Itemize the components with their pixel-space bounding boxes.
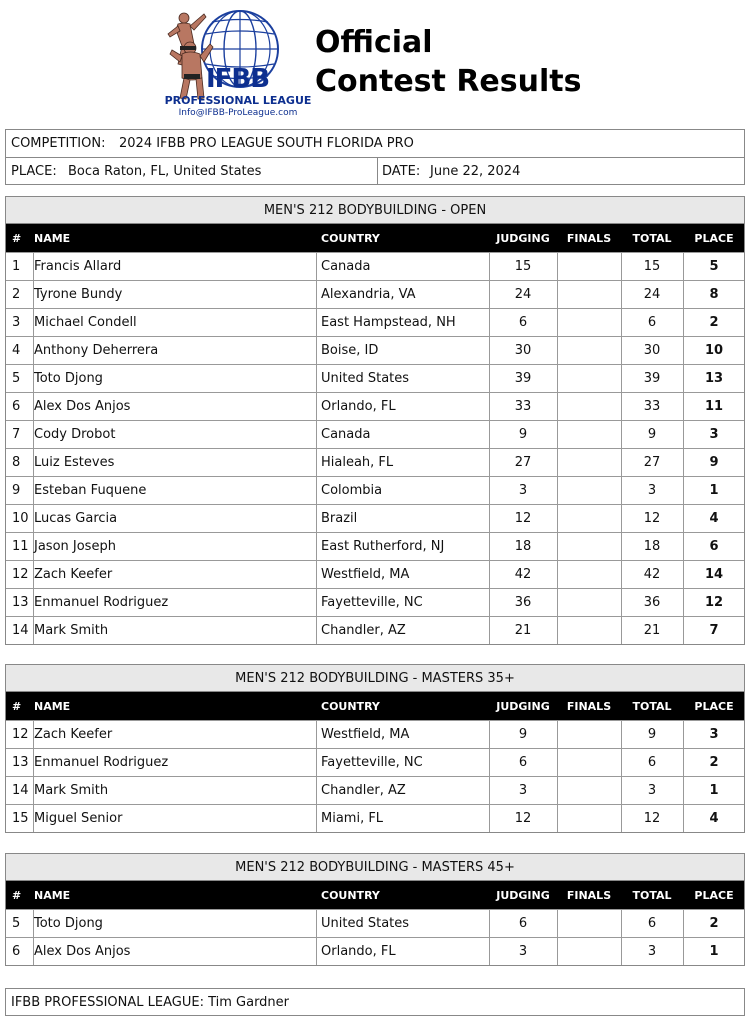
cell-judging: 21 <box>514 623 532 638</box>
cell-name: Alex Dos Anjos <box>34 944 131 959</box>
cell-place: 12 <box>704 595 724 610</box>
column-header-country: COUNTRY <box>321 889 380 902</box>
cell-place: 9 <box>709 455 719 470</box>
column-header-place: PLACE <box>694 232 734 245</box>
cell-divider <box>557 617 558 644</box>
cell-num: 10 <box>12 511 29 526</box>
cell-place: 3 <box>709 727 719 742</box>
cell-divider <box>316 561 317 588</box>
competition-row <box>6 130 744 158</box>
column-header-name: NAME <box>34 889 71 902</box>
cell-place: 1 <box>709 483 719 498</box>
place-date-row <box>6 158 744 185</box>
cell-country: East Hampstead, NH <box>321 315 456 330</box>
table-row <box>6 560 744 588</box>
cell-place: 8 <box>709 287 719 302</box>
cell-name: Enmanuel Rodriguez <box>34 755 169 770</box>
cell-name: Anthony Deherrera <box>34 343 159 358</box>
results-table-2 <box>5 853 745 966</box>
cell-name: Mark Smith <box>34 623 109 638</box>
cell-num: 6 <box>12 399 21 414</box>
cell-judging: 6 <box>518 916 528 931</box>
cell-judging: 42 <box>514 567 532 582</box>
cell-total: 9 <box>647 727 657 742</box>
column-header-country: COUNTRY <box>321 700 380 713</box>
cell-name: Zach Keefer <box>34 567 113 582</box>
table-row <box>6 392 744 420</box>
cell-country: Orlando, FL <box>321 944 396 959</box>
cell-divider <box>316 505 317 532</box>
cell-name: Tyrone Bundy <box>34 287 123 302</box>
column-header-judging: JUDGING <box>496 700 550 713</box>
cell-judging: 6 <box>518 755 528 770</box>
cell-place: 13 <box>704 371 724 386</box>
cell-name: Francis Allard <box>34 259 122 274</box>
cell-num: 12 <box>12 567 29 582</box>
cell-total: 30 <box>643 343 661 358</box>
table-row <box>6 280 744 308</box>
cell-judging: 12 <box>514 811 532 826</box>
column-header-name: NAME <box>34 232 71 245</box>
table-row <box>6 909 744 937</box>
column-header-place: PLACE <box>694 889 734 902</box>
cell-total: 27 <box>643 455 661 470</box>
cell-divider <box>557 281 558 308</box>
cell-num: 14 <box>12 623 29 638</box>
cell-divider <box>557 253 558 280</box>
cell-judging: 12 <box>514 511 532 526</box>
table-row <box>6 804 744 832</box>
cell-num: 13 <box>12 755 29 770</box>
cell-num: 5 <box>12 371 21 386</box>
cell-divider <box>316 309 317 336</box>
table-row <box>6 336 744 364</box>
cell-name: Lucas Garcia <box>34 511 118 526</box>
cell-country: Chandler, AZ <box>321 783 406 798</box>
cell-divider <box>316 365 317 392</box>
cell-divider <box>316 589 317 616</box>
cell-divider <box>316 777 317 804</box>
cell-judging: 39 <box>514 371 532 386</box>
cell-num: 12 <box>12 727 29 742</box>
cell-total: 21 <box>643 623 661 638</box>
cell-num: 13 <box>12 595 29 610</box>
cell-place: 2 <box>709 315 719 330</box>
table-row <box>6 364 744 392</box>
cell-num: 8 <box>12 455 21 470</box>
cell-name: Esteban Fuquene <box>34 483 147 498</box>
cell-divider <box>316 749 317 776</box>
cell-total: 6 <box>647 315 657 330</box>
footer-text: IFBB PROFESSIONAL LEAGUE: Tim Gardner <box>11 995 290 1010</box>
cell-place: 5 <box>709 259 719 274</box>
cell-divider <box>557 505 558 532</box>
cell-divider <box>316 421 317 448</box>
cell-total: 24 <box>643 287 661 302</box>
cell-place: 4 <box>709 511 719 526</box>
cell-total: 12 <box>643 511 661 526</box>
cell-place: 2 <box>709 755 719 770</box>
cell-judging: 27 <box>514 455 532 470</box>
cell-divider <box>557 721 558 748</box>
cell-country: Chandler, AZ <box>321 623 406 638</box>
cell-divider <box>557 589 558 616</box>
cell-divider <box>557 561 558 588</box>
table-header <box>6 692 744 720</box>
logo-email: Info@IFBB-ProLeague.com <box>178 108 298 118</box>
cell-judging: 9 <box>518 727 528 742</box>
column-header-country: COUNTRY <box>321 232 380 245</box>
cell-country: Brazil <box>321 511 358 526</box>
cell-divider <box>316 253 317 280</box>
cell-num: 9 <box>12 483 21 498</box>
cell-country: Hialeah, FL <box>321 455 394 470</box>
cell-place: 3 <box>709 427 719 442</box>
cell-name: Jason Joseph <box>34 539 116 554</box>
cell-divider <box>557 533 558 560</box>
cell-divider <box>316 477 317 504</box>
cell-divider <box>557 365 558 392</box>
cell-judging: 15 <box>514 259 532 274</box>
cell-divider <box>557 938 558 965</box>
column-header-finals: FINALS <box>566 700 612 713</box>
date-value: June 22, 2024 <box>430 164 521 179</box>
cell-name: Toto Djong <box>34 371 103 386</box>
cell-divider <box>557 477 558 504</box>
column-header-total: TOTAL <box>632 700 672 713</box>
cell-country: Canada <box>321 427 371 442</box>
cell-total: 3 <box>647 944 657 959</box>
cell-num: 5 <box>12 916 21 931</box>
column-header-judging: JUDGING <box>496 889 550 902</box>
place-label: PLACE: <box>11 164 57 179</box>
table-row <box>6 308 744 336</box>
cell-divider <box>316 721 317 748</box>
ifbb-logo <box>160 4 312 122</box>
cell-divider <box>557 337 558 364</box>
cell-place: 1 <box>709 944 719 959</box>
competition-value: 2024 IFBB PRO LEAGUE SOUTH FLORIDA PRO <box>119 136 414 151</box>
cell-place: 7 <box>709 623 719 638</box>
cell-total: 39 <box>643 371 661 386</box>
cell-divider <box>316 337 317 364</box>
cell-total: 9 <box>647 427 657 442</box>
cell-divider <box>316 533 317 560</box>
cell-place: 2 <box>709 916 719 931</box>
cell-total: 18 <box>643 539 661 554</box>
cell-country: Westfield, MA <box>321 567 410 582</box>
cell-country: United States <box>321 916 410 931</box>
table-row <box>6 720 744 748</box>
cell-name: Michael Condell <box>34 315 137 330</box>
column-header-place: PLACE <box>694 700 734 713</box>
cell-country: United States <box>321 371 410 386</box>
cell-num: 2 <box>12 287 21 302</box>
table-row <box>6 748 744 776</box>
page-title-line-2: Contest Results <box>315 64 582 99</box>
footer-credit <box>5 988 745 1016</box>
cell-place: 6 <box>709 539 719 554</box>
place-value: Boca Raton, FL, United States <box>68 164 262 179</box>
cell-num: 11 <box>12 539 29 554</box>
cell-divider <box>557 910 558 937</box>
section-title: MEN'S 212 BODYBUILDING - MASTERS 45+ <box>6 854 744 881</box>
cell-num: 4 <box>12 343 21 358</box>
cell-total: 15 <box>643 259 661 274</box>
cell-divider <box>557 749 558 776</box>
section-title: MEN'S 212 BODYBUILDING - MASTERS 35+ <box>6 665 744 692</box>
table-row <box>6 420 744 448</box>
table-header <box>6 881 744 909</box>
cell-country: Colombia <box>321 483 383 498</box>
column-header-num: # <box>12 700 22 713</box>
cell-total: 6 <box>647 916 657 931</box>
page-title-line-1: Official <box>315 25 433 60</box>
cell-num: 14 <box>12 783 29 798</box>
cell-country: East Rutherford, NJ <box>321 539 445 554</box>
logo-brand-text: IFBB <box>206 64 270 94</box>
cell-name: Alex Dos Anjos <box>34 399 131 414</box>
cell-divider <box>316 805 317 832</box>
cell-name: Cody Drobot <box>34 427 116 442</box>
cell-judging: 33 <box>514 399 532 414</box>
cell-country: Fayetteville, NC <box>321 755 423 770</box>
table-row <box>6 532 744 560</box>
cell-country: Fayetteville, NC <box>321 595 423 610</box>
table-row <box>6 252 744 280</box>
cell-judging: 9 <box>518 427 528 442</box>
cell-place: 14 <box>704 567 724 582</box>
cell-divider <box>316 938 317 965</box>
cell-name: Zach Keefer <box>34 727 113 742</box>
cell-name: Miguel Senior <box>34 811 123 826</box>
column-header-total: TOTAL <box>632 889 672 902</box>
info-divider <box>377 158 378 185</box>
cell-judging: 24 <box>514 287 532 302</box>
table-row <box>6 588 744 616</box>
cell-total: 36 <box>643 595 661 610</box>
table-row <box>6 448 744 476</box>
cell-num: 15 <box>12 811 29 826</box>
cell-divider <box>557 805 558 832</box>
table-row <box>6 616 744 644</box>
cell-country: Alexandria, VA <box>321 287 416 302</box>
cell-name: Enmanuel Rodriguez <box>34 595 169 610</box>
cell-total: 6 <box>647 755 657 770</box>
cell-total: 3 <box>647 483 657 498</box>
cell-country: Orlando, FL <box>321 399 396 414</box>
cell-divider <box>316 393 317 420</box>
section-title: MEN'S 212 BODYBUILDING - OPEN <box>6 197 744 224</box>
cell-divider <box>316 910 317 937</box>
cell-country: Westfield, MA <box>321 727 410 742</box>
column-header-finals: FINALS <box>566 232 612 245</box>
cell-num: 1 <box>12 259 21 274</box>
cell-country: Miami, FL <box>321 811 384 826</box>
competition-info <box>5 129 745 185</box>
cell-place: 10 <box>704 343 724 358</box>
column-header-name: NAME <box>34 700 71 713</box>
column-header-num: # <box>12 232 22 245</box>
cell-judging: 3 <box>518 783 528 798</box>
column-header-judging: JUDGING <box>496 232 550 245</box>
cell-country: Canada <box>321 259 371 274</box>
logo-subtitle: PROFESSIONAL LEAGUE <box>164 94 312 107</box>
column-header-total: TOTAL <box>632 232 672 245</box>
table-row <box>6 476 744 504</box>
cell-divider <box>316 617 317 644</box>
table-row <box>6 504 744 532</box>
date-label: DATE: <box>382 164 421 179</box>
table-row <box>6 776 744 804</box>
cell-divider <box>557 309 558 336</box>
cell-total: 33 <box>643 399 661 414</box>
results-table-1 <box>5 664 745 833</box>
cell-total: 42 <box>643 567 661 582</box>
cell-divider <box>557 393 558 420</box>
cell-judging: 30 <box>514 343 532 358</box>
cell-name: Mark Smith <box>34 783 109 798</box>
table-row <box>6 937 744 965</box>
cell-total: 12 <box>643 811 661 826</box>
competition-label: COMPETITION: <box>11 136 106 151</box>
cell-num: 7 <box>12 427 21 442</box>
cell-divider <box>316 449 317 476</box>
cell-judging: 6 <box>518 315 528 330</box>
results-table-0 <box>5 196 745 645</box>
cell-divider <box>316 281 317 308</box>
cell-name: Toto Djong <box>34 916 103 931</box>
cell-divider <box>557 777 558 804</box>
cell-num: 6 <box>12 944 21 959</box>
cell-divider <box>557 449 558 476</box>
column-header-num: # <box>12 889 22 902</box>
cell-place: 11 <box>704 399 724 414</box>
cell-total: 3 <box>647 783 657 798</box>
cell-judging: 18 <box>514 539 532 554</box>
cell-num: 3 <box>12 315 21 330</box>
cell-judging: 3 <box>518 483 528 498</box>
cell-country: Boise, ID <box>321 343 379 358</box>
cell-name: Luiz Esteves <box>34 455 115 470</box>
cell-place: 1 <box>709 783 719 798</box>
cell-judging: 36 <box>514 595 532 610</box>
cell-place: 4 <box>709 811 719 826</box>
table-header <box>6 224 744 252</box>
column-header-finals: FINALS <box>566 889 612 902</box>
cell-judging: 3 <box>518 944 528 959</box>
cell-divider <box>557 421 558 448</box>
